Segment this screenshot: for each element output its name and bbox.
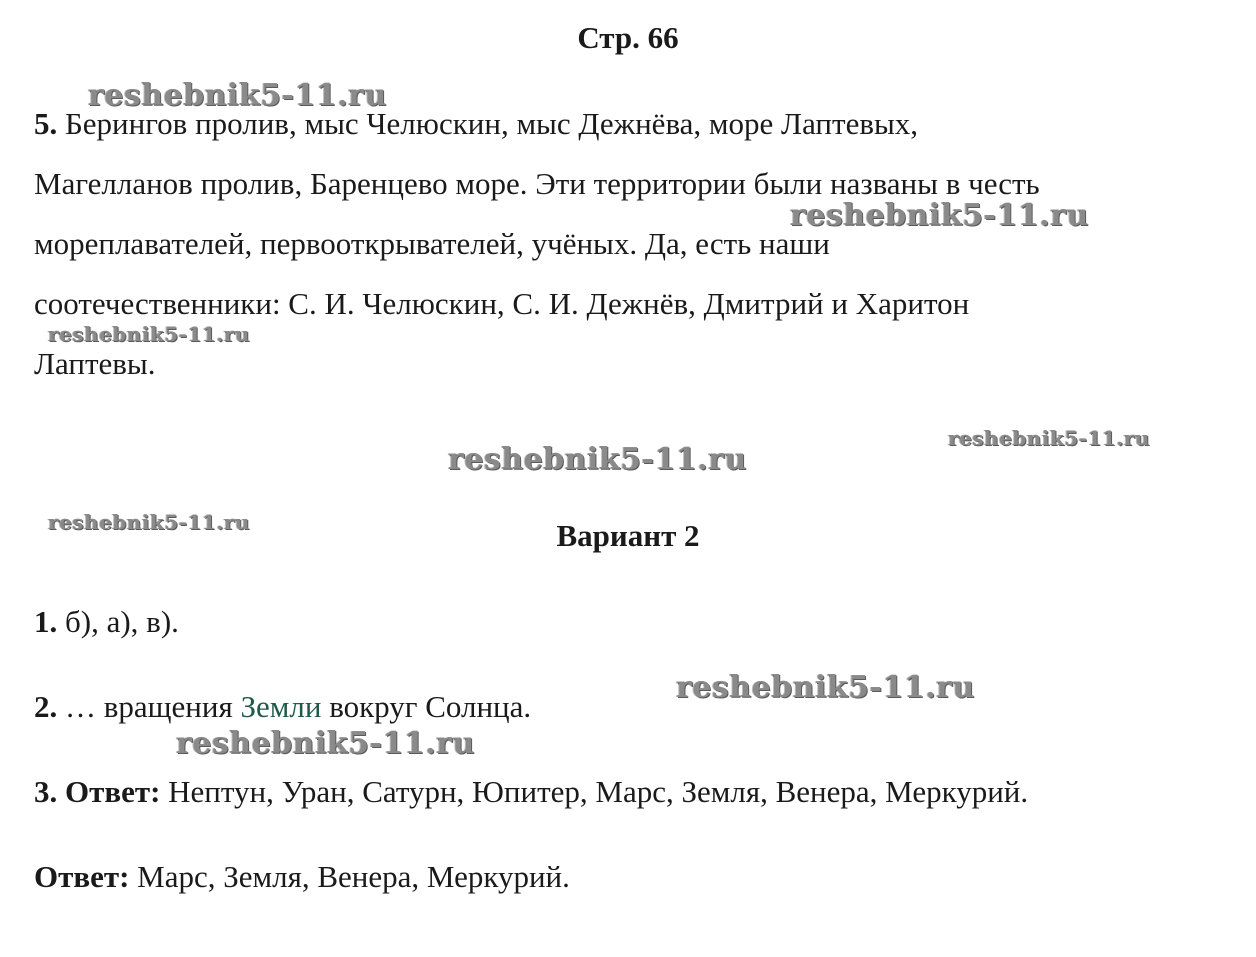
watermark: reshebnik5-11.ru (88, 78, 387, 113)
page-header: Стр. 66 (577, 20, 679, 55)
answer2-text-a: … вращения (57, 689, 241, 724)
answer1-line (34, 604, 179, 640)
answer2-text-b: вокруг Солнца. (321, 689, 532, 724)
watermark: reshebnik5-11.ru (448, 442, 747, 477)
answer3-text: Нептун, Уран, Сатурн, Юпитер, Марс, Земля, Венера, Меркурий. (160, 774, 1029, 809)
answer3-label: 3. Ответ: (34, 774, 161, 809)
answer4-line (34, 859, 570, 895)
task5-line2: Магелланов пролив, Баренцево море. Эти территории были названы в честь (34, 166, 1040, 201)
answer1-text: б), а), в). (57, 604, 179, 639)
watermark: reshebnik5-11.ru (48, 510, 250, 534)
watermark: reshebnik5-11.ru (48, 322, 250, 346)
task5-text1: Берингов пролив, мыс Челюскин, мыс Дежнёва, море Лаптевых, (57, 106, 919, 141)
task5-line3: мореплавателей, первооткрывателей, учёных. Да, есть наши (34, 226, 830, 261)
task5-number: 5. (34, 106, 58, 141)
watermark: reshebnik5-11.ru (790, 198, 1089, 233)
answer2-line (34, 689, 531, 725)
answer2-text-green: Земли (240, 689, 322, 724)
answer1-number: 1. (34, 604, 58, 639)
answer4-label: Ответ: (34, 859, 130, 894)
answer3-line (34, 774, 1028, 810)
answer4-text: Марс, Земля, Венера, Меркурий. (129, 859, 570, 894)
watermark: reshebnik5-11.ru (176, 726, 475, 761)
watermark: reshebnik5-11.ru (676, 670, 975, 705)
task5-line4: соотечественники: С. И. Челюскин, С. И. Дежнёв, Дмитрий и Харитон (34, 286, 970, 321)
answer2-number: 2. (34, 689, 58, 724)
task5-line5: Лаптевы. (34, 346, 156, 381)
variant-title: Вариант 2 (556, 518, 700, 553)
watermark: reshebnik5-11.ru (948, 426, 1150, 450)
